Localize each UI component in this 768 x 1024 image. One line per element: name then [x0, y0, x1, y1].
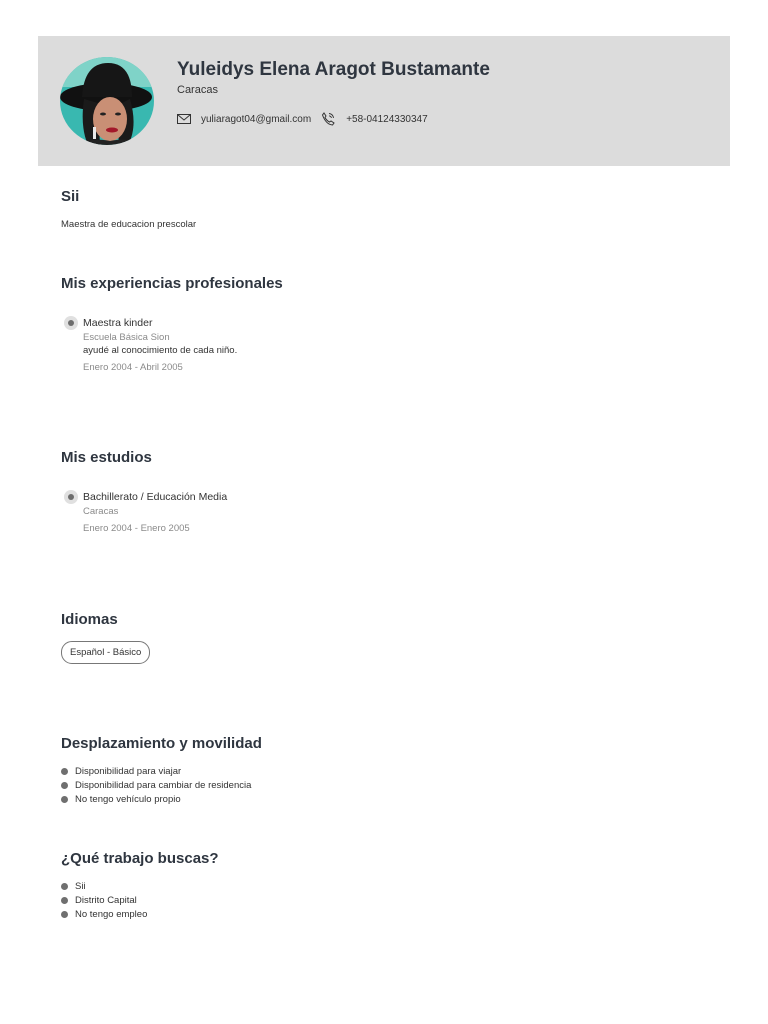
phone-link[interactable]: +58-04124330347	[346, 113, 428, 125]
envelope-icon	[177, 113, 191, 125]
list-item	[61, 894, 147, 908]
avatar	[60, 57, 154, 145]
list-item	[61, 779, 251, 793]
list-item	[61, 765, 251, 779]
mobility-title: Desplazamiento y movilidad	[61, 735, 262, 752]
list-item	[61, 793, 251, 807]
education-title: Mis estudios	[61, 449, 152, 466]
list-item-label: No tengo empleo	[75, 909, 148, 920]
bullet-icon	[61, 911, 68, 918]
job-search-title: ¿Qué trabajo buscas?	[61, 850, 219, 867]
email-link[interactable]: yuliaragot04@gmail.com	[201, 113, 312, 125]
contact-row	[177, 112, 428, 126]
job-search-list	[61, 880, 147, 922]
timeline-dot	[64, 316, 78, 330]
summary-text: Maestra de educacion prescolar	[61, 219, 197, 230]
job-description: ayudé al conocimiento de cada niño.	[83, 345, 238, 356]
job-dates: Enero 2004 - Abril 2005	[83, 362, 183, 373]
education-dates: Enero 2004 - Enero 2005	[83, 523, 190, 534]
bullet-icon	[61, 897, 68, 904]
job-role: Maestra kinder	[83, 317, 153, 329]
bullet-icon	[61, 796, 68, 803]
candidate-city: Caracas	[177, 84, 218, 96]
education-degree: Bachillerato / Educación Media	[83, 491, 228, 503]
candidate-name: Yuleidys Elena Aragot Bustamante	[177, 59, 490, 80]
list-item-label: Disponibilidad para viajar	[75, 766, 182, 777]
language-badge: Español - Básico	[61, 641, 150, 664]
list-item-label: Disponibilidad para cambiar de residencia	[75, 780, 252, 791]
bullet-icon	[61, 768, 68, 775]
phone-icon	[321, 112, 335, 126]
list-item-label: Distrito Capital	[75, 895, 137, 906]
list-item	[61, 880, 147, 894]
list-item-label: No tengo vehículo propio	[75, 794, 181, 805]
summary-title: Sii	[61, 188, 80, 205]
experience-title: Mis experiencias profesionales	[61, 275, 283, 292]
education-place: Caracas	[83, 506, 119, 517]
mobility-list	[61, 765, 251, 807]
profile-header	[38, 36, 730, 166]
languages-title: Idiomas	[61, 611, 118, 628]
job-company: Escuela Básica Sion	[83, 332, 170, 343]
timeline-dot	[64, 490, 78, 504]
list-item	[61, 908, 147, 922]
list-item-label: Sii	[75, 881, 86, 892]
bullet-icon	[61, 883, 68, 890]
bullet-icon	[61, 782, 68, 789]
